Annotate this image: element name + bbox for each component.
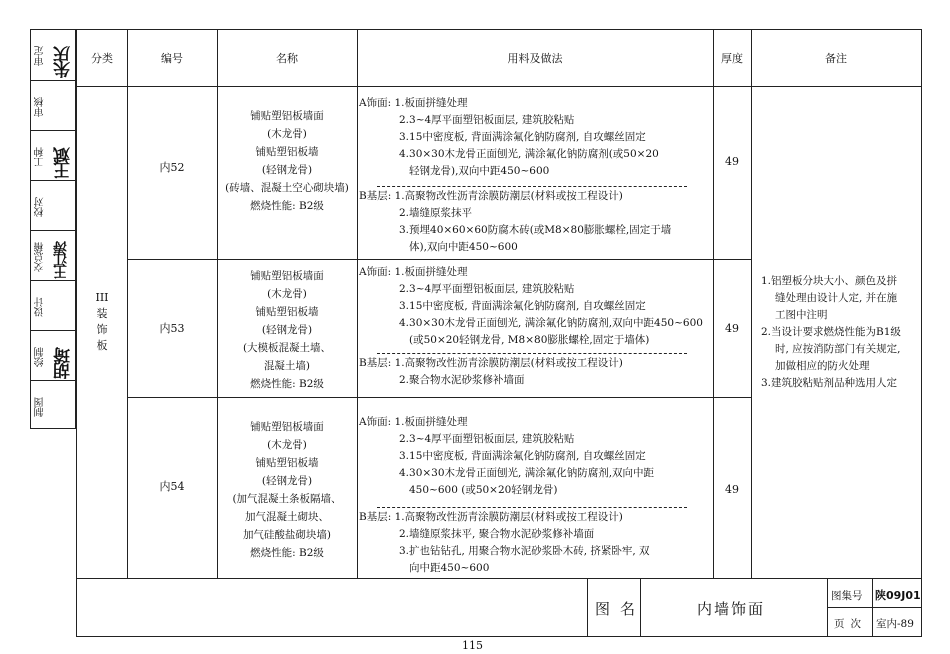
strip-label: 审定 (35, 46, 46, 66)
row-name (217, 267, 357, 393)
title-label: 图名 (595, 600, 646, 618)
method-line: 2.墙缝原浆抹平, 聚合物水泥砂浆修补墙面 (399, 528, 595, 540)
strip-label: 绘制 (35, 347, 46, 367)
method-line: 2.3~4厚平面塑铝板面层, 建筑胶粘贴 (399, 114, 575, 126)
method-line: 4.30×30木龙骨正面刨光, 满涂氟化钠防腐剂,双向中距450~600 (399, 317, 703, 329)
page-code: 室内-89 (876, 618, 914, 630)
signature: 朱庆 (54, 48, 74, 78)
row-thickness: 49 (725, 483, 739, 496)
name-line: (砖墙、混凝土空心砌块墙) (225, 182, 349, 194)
page-number: 115 (462, 639, 483, 652)
strip-row-8 (31, 380, 75, 430)
col-divider (127, 30, 128, 578)
signature: 王斌 (54, 149, 74, 179)
method-line: (或50×20轻钢龙骨, M8×80膨胀螺栓,固定于墙体) (409, 334, 650, 346)
name-line: (轻钢龙骨) (261, 164, 313, 176)
category-line: 装 (96, 307, 108, 320)
method-line: 2.3~4厚平面塑铝板面层, 建筑胶粘贴 (399, 433, 575, 445)
header-notes: 备注 (825, 52, 847, 65)
signature: 王江涛 (53, 243, 69, 279)
strip-row-6 (31, 280, 75, 330)
ab-separator (377, 507, 687, 508)
row-name (217, 418, 357, 562)
method-line: B基层: 1.高聚物改性沥青涂膜防潮层(材料或按工程设计) (359, 190, 623, 202)
category-line: 饰 (96, 323, 108, 336)
strip-label: 校对 (35, 197, 46, 217)
name-line: 铺贴塑铝板墙 (255, 457, 319, 469)
name-line: (大模板混凝土墙、 (242, 342, 332, 354)
name-line: 燃烧性能: B2级 (250, 200, 324, 212)
note-line: 缝处理由设计人定, 并在施 (775, 292, 898, 304)
method-line: A饰面: 1.板面拼缝处理 (359, 266, 468, 278)
method-line: 2.墙缝原浆抹平 (399, 207, 473, 219)
header-method: 用料及做法 (507, 52, 563, 65)
name-line: (木龙骨) (267, 439, 307, 451)
signature-strip (30, 29, 76, 429)
method-line: 3.15中密度板, 背面满涂氟化钠防腐剂, 自攻螺丝固定 (399, 131, 646, 143)
row-code: 内54 (159, 480, 185, 493)
strip-row-5 (31, 230, 75, 280)
page-label: 页次 (834, 618, 867, 630)
main-table (76, 29, 922, 637)
method-line: 轻钢龙骨),双向中距450~600 (409, 165, 550, 177)
tb-divider (827, 607, 921, 608)
header-name: 名称 (276, 52, 298, 65)
row-method-a (359, 414, 654, 499)
method-line: B基层: 1.高聚物改性沥青涂膜防潮层(材料或按工程设计) (359, 357, 623, 369)
name-line: 燃烧性能: B2级 (250, 378, 324, 390)
method-line: 4.30×30木龙骨正面刨光, 满涂氟化钠防腐剂(或50×20 (399, 148, 659, 160)
method-line: 体),双向中距450~600 (409, 241, 518, 253)
header-category: 分类 (91, 52, 113, 65)
note-line: 2.当设计要求燃烧性能为B1级 (761, 326, 901, 338)
row-thickness: 49 (725, 155, 739, 168)
row-method-b (359, 188, 671, 256)
row-divider (127, 397, 751, 398)
atlas-number: 陕09J01 (875, 589, 921, 602)
name-line: 铺贴塑铝板墙 (255, 146, 319, 158)
method-line: A饰面: 1.板面拼缝处理 (359, 97, 468, 109)
name-line: 铺贴塑铝板墙面 (250, 421, 324, 433)
name-line: 加气混凝土砌块、 (245, 511, 329, 523)
row-name (217, 107, 357, 215)
signature: 胡琦 (54, 349, 74, 379)
method-line: B基层: 1.高聚物改性沥青涂膜防潮层(材料或按工程设计) (359, 511, 623, 523)
strip-row-4 (31, 180, 75, 230)
row-method-b (359, 355, 623, 389)
col-divider (751, 30, 752, 578)
row-method-a (359, 264, 703, 349)
method-line: 450~600 (或50×20轻钢龙骨) (409, 484, 558, 496)
method-line: 3.15中密度板, 背面满涂氟化钠防腐剂, 自攻螺丝固定 (399, 450, 646, 462)
note-line: 时, 应按消防部门有关规定, (775, 343, 901, 355)
name-line: 铺贴塑铝板墙面 (250, 110, 324, 122)
title-block-divider (77, 578, 921, 579)
method-line: 向中距450~600 (409, 562, 490, 574)
category-cell (77, 290, 127, 354)
name-line: (木龙骨) (267, 128, 307, 140)
drawing-title: 内墙饰面 (697, 600, 766, 618)
category-line: III (95, 291, 109, 304)
name-line: 加气硅酸盐砌块墙) (242, 529, 332, 541)
strip-label: 交总稽 (35, 242, 46, 272)
name-line: 铺贴塑铝板墙面 (250, 270, 324, 282)
strip-row-2 (31, 80, 75, 130)
strip-label: 工种 (35, 147, 46, 167)
name-line: (轻钢龙骨) (261, 475, 313, 487)
atlas-label: 图集号 (831, 590, 863, 602)
strip-label: 设计 (35, 297, 46, 317)
method-line: 4.30×30木龙骨正面刨光, 满涂氟化钠防腐剂,双向中距 (399, 467, 655, 479)
note-line: 3.建筑胶粘贴剂品种选用人定 (761, 377, 898, 389)
name-line: (加气混凝土条板隔墙、 (232, 493, 342, 505)
header-divider (77, 86, 921, 87)
strip-row-3 (31, 130, 75, 180)
name-line: 燃烧性能: B2级 (250, 547, 324, 559)
row-code: 内53 (159, 322, 185, 335)
row-code: 内52 (159, 161, 185, 174)
method-line: 2.3~4厚平面塑铝板面层, 建筑胶粘贴 (399, 283, 575, 295)
note-line: 工图中注明 (775, 309, 828, 321)
col-divider (357, 30, 358, 578)
ab-separator (377, 186, 687, 187)
note-line: 加做相应的防火处理 (775, 360, 870, 372)
method-line: 3.15中密度板, 背面满涂氟化钠防腐剂, 自攻螺丝固定 (399, 300, 646, 312)
ab-separator (377, 353, 687, 354)
method-line: 2.聚合物水泥砂浆修补墙面 (399, 374, 525, 386)
tb-divider (587, 578, 588, 636)
header-thickness: 厚度 (721, 52, 743, 65)
method-line: 3.扩也钻钻孔, 用聚合物水泥砂浆卧木砖, 挤紧卧牢, 双 (399, 545, 650, 557)
header-code: 编号 (161, 52, 183, 65)
name-line: (木龙骨) (267, 288, 307, 300)
notes-cell (761, 273, 919, 392)
category-line: 板 (96, 339, 108, 352)
note-line: 1.铝塑板分块大小、颜色及拼 (761, 275, 898, 287)
strip-label: 制图 (35, 397, 46, 417)
row-method-b (359, 509, 650, 577)
strip-row-1 (31, 30, 75, 80)
method-line: 3.预埋40×60×60防腐木砖(或M8×80膨胀螺栓,固定于墙 (399, 224, 672, 236)
name-line: 混凝土墙) (263, 360, 311, 372)
strip-row-7 (31, 330, 75, 380)
method-line: A饰面: 1.板面拼缝处理 (359, 416, 468, 428)
name-line: (轻钢龙骨) (261, 324, 313, 336)
row-divider (127, 259, 751, 260)
row-thickness: 49 (725, 322, 739, 335)
row-method-a (359, 95, 659, 180)
name-line: 铺贴塑铝板墙 (255, 306, 319, 318)
strip-label: 审核 (35, 97, 46, 117)
